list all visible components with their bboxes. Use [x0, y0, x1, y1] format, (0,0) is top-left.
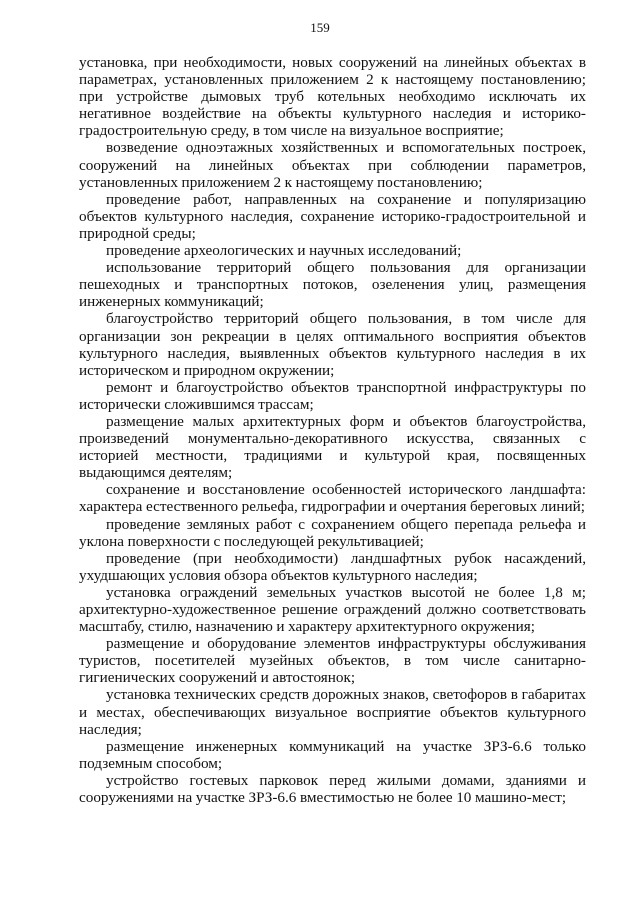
paragraph: сохранение и восстановление особенностей исторического ландшафта: характера естественного рельефа, гидрографии и очертания береговых линий; — [79, 481, 586, 516]
paragraph: проведение археологических и научных исследований; — [106, 242, 462, 260]
paragraph: установка технических средств дорожных знаков, светофоров в габаритах и местах, обеспечивающих визуальное восприятие объектов культурного наследия; — [79, 686, 586, 738]
paragraph: использование территорий общего пользования для организации пешеходных и транспортных потоков, озеленения улиц, размещения инженерных коммуникаций; — [79, 259, 586, 311]
page-number: 159 — [310, 20, 330, 35]
paragraph: благоустройство территорий общего пользования, в том числе для организации зон рекреации в целях оптимального восприятия объектов культурного наследия, выявленных объектов культурного наследия в их историческом и природном окружении; — [79, 310, 586, 379]
paragraph: размещение и оборудование элементов инфраструктуры обслуживания туристов, посетителей музейных объектов, в том числе санитарно-гигиенических сооружений и автостоянок; — [79, 635, 586, 687]
paragraph: размещение малых архитектурных форм и объектов благоустройства, произведений монументально-декоративного искусства, связанных с историей местности, традициями и культурой края, посвященных выдающимся деятелям; — [79, 412, 586, 482]
paragraph: устройство гостевых парковок перед жилыми домами, зданиями и сооружениями на участке ЗРЗ-6.6 вместимостью не более 10 машино-мест; — [79, 771, 586, 807]
paragraph: проведение земляных работ с сохранением общего перепада рельефа и уклона поверхности с последующей рекультивацией; — [79, 515, 586, 550]
document-body — [79, 54, 586, 806]
paragraph: проведение (при необходимости) ландшафтных рубок насаждений, ухудшающих условия обзора объектов культурного наследия; — [79, 549, 586, 584]
paragraph: возведение одноэтажных хозяйственных и вспомогательных построек, сооружений на линейных объектах при соблюдении параметров, установленных приложением 2 к настоящему постановлению; — [79, 139, 586, 191]
paragraph: ремонт и благоустройство объектов транспортной инфраструктуры по исторически сложившимся трассам; — [79, 378, 586, 413]
paragraph: размещение инженерных коммуникаций на участке ЗРЗ-6.6 только подземным способом; — [79, 737, 586, 772]
paragraph: установка, при необходимости, новых сооружений на линейных объектах в параметрах, установленных приложением 2 к настоящему постановлению; при устройстве дымовых труб котельных необходимо исключать их негативное воздействие на объекты культурного наследия и историко-градостроительную среду, в том числе на визуальное восприятие; — [79, 54, 586, 140]
paragraph: установка ограждений земельных участков высотой не более 1,8 м; архитектурно-художественное решение ограждений должно соответствовать масштабу, стилю, назначению и характеру архитектурного окружения; — [79, 583, 586, 636]
paragraph: проведение работ, направленных на сохранение и популяризацию объектов культурного наследия, сохранение историко-градостроительной и природной среды; — [79, 190, 586, 242]
